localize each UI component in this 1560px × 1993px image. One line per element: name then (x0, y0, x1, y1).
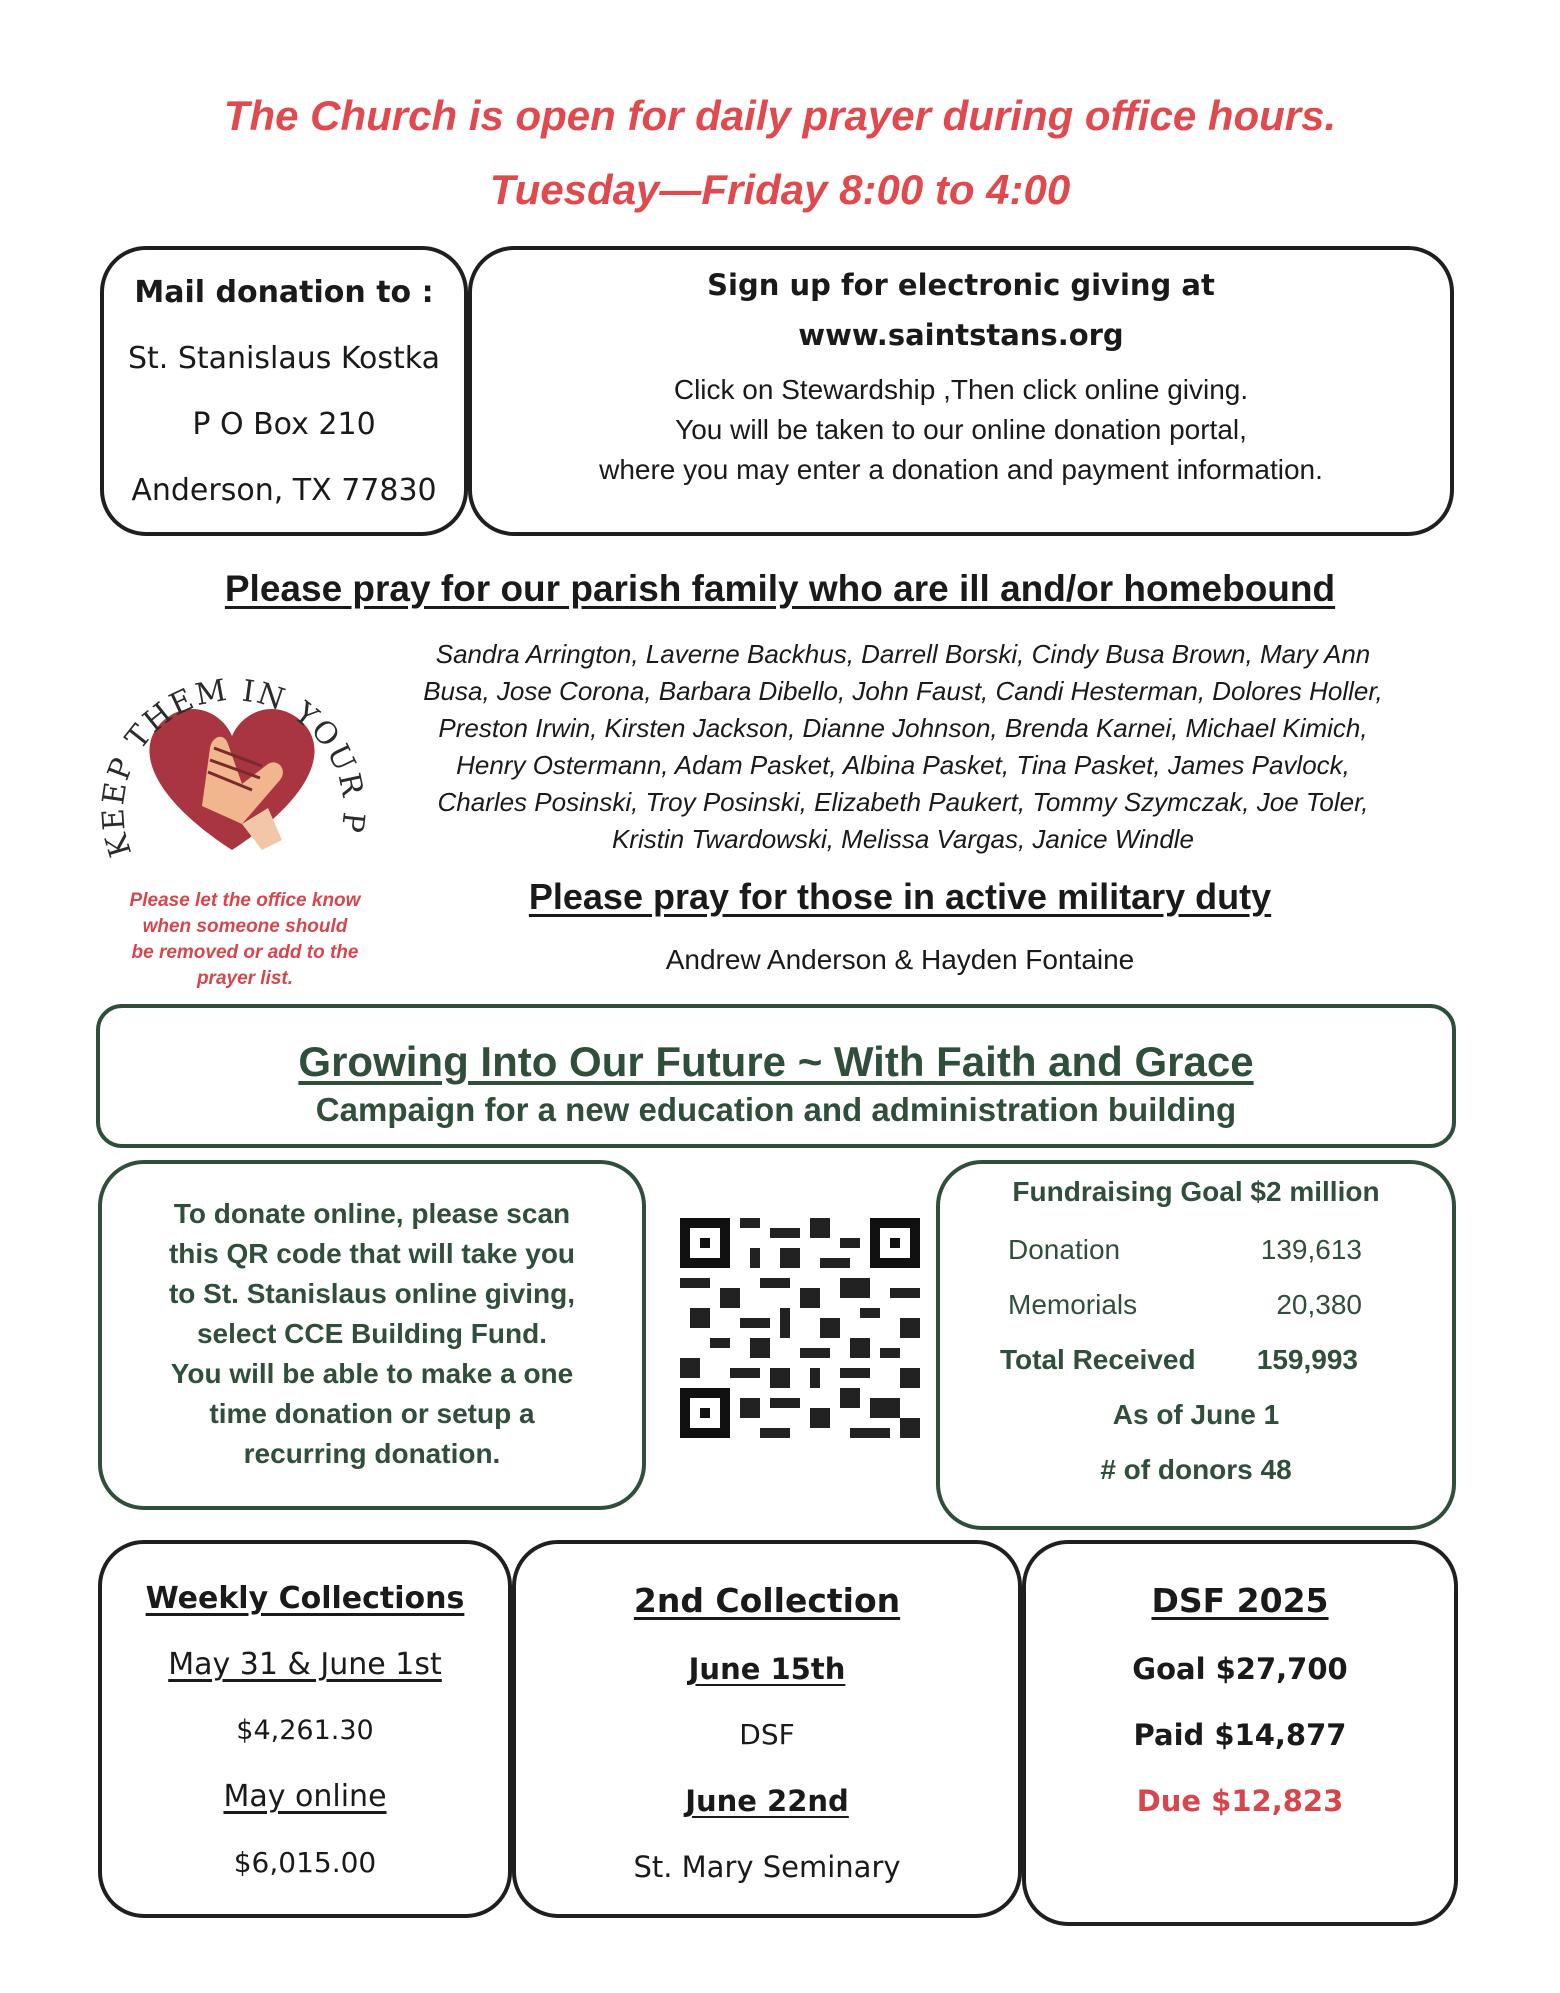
ill-names-line: Henry Ostermann, Adam Pasket, Albina Pasket, Tina Pasket, James Pavlock, (456, 750, 1350, 780)
mail-city: Anderson, TX 77830 (131, 473, 437, 508)
ill-names-list (378, 636, 1428, 858)
weekly-collections-box (98, 1540, 512, 1918)
fundraising-box (936, 1160, 1456, 1530)
second-title: 2nd Collection (633, 1581, 901, 1620)
ill-names-line: Preston Irwin, Kirsten Jackson, Dianne Johnson, Brenda Karnei, Michael Kimich, (438, 713, 1368, 743)
praying-hands-heart-icon (92, 628, 372, 898)
weekly-amount: $4,261.30 (236, 1715, 374, 1746)
ill-names-line: Charles Posinski, Troy Posinski, Elizabeth Paukert, Tommy Szymczak, Joe Toler, (437, 787, 1369, 817)
mail-title: Mail donation to : (134, 275, 434, 310)
ill-names-line: Busa, Jose Corona, Barbara Dibello, John Faust, Candi Hesterman, Dolores Holler, (423, 676, 1383, 706)
campaign-box (96, 1004, 1456, 1148)
military-names: Andrew Anderson & Hayden Fontaine (665, 944, 1135, 975)
second-date-2: June 22nd (685, 1784, 849, 1818)
mail-name: St. Stanislaus Kostka (127, 341, 441, 376)
dsf-box (1022, 1540, 1458, 1926)
egiving-line-3: where you may enter a donation and payment information. (599, 454, 1323, 485)
weekly-online-amount: $6,015.00 (233, 1846, 377, 1879)
dsf-paid: Paid $14,877 (1133, 1718, 1347, 1752)
qr-code-icon (680, 1218, 920, 1438)
qr-code[interactable] (680, 1218, 920, 1438)
second-date-1: June 15th (688, 1652, 846, 1686)
donation-value: 139,613 (1260, 1234, 1362, 1265)
electronic-giving-box (468, 246, 1454, 536)
svg-text:KEEP THEM IN YOUR PRAYERS: KEEP THEM IN YOUR P (95, 672, 371, 861)
office-note: Please let the office know when someone should be removed or add to the prayer list. (129, 890, 361, 989)
second-item-1: DSF (739, 1718, 795, 1751)
total-value: 159,993 (1256, 1344, 1358, 1375)
fundraising-title: Fundraising Goal $2 million (1012, 1176, 1380, 1207)
egiving-url[interactable]: www.saintstans.org (798, 318, 1124, 352)
weekly-online-label: May online (223, 1779, 387, 1814)
donation-label: Donation (1008, 1234, 1121, 1265)
weekly-title: Weekly Collections (145, 1581, 465, 1616)
memorials-value: 20,380 (1276, 1289, 1362, 1320)
egiving-line-1: Click on Stewardship ,Then click online giving. (673, 374, 1249, 405)
mail-box: P O Box 210 (192, 407, 376, 442)
mail-donation-box (100, 246, 468, 536)
dsf-title: DSF 2025 (1151, 1581, 1329, 1620)
second-item-2: St. Mary Seminary (633, 1850, 901, 1884)
donor-count: # of donors 48 (1100, 1454, 1292, 1485)
memorials-label: Memorials (1008, 1289, 1138, 1320)
egiving-title: Sign up for electronic giving at (707, 268, 1215, 302)
military-heading: Please pray for those in active military duty (528, 876, 1272, 917)
dsf-due: Due $12,823 (1136, 1784, 1344, 1818)
header-line-1: The Church is open for daily prayer during office hours. (223, 92, 1337, 139)
header-line-2: Tuesday—Friday 8:00 to 4:00 (489, 166, 1071, 213)
weekly-date: May 31 & June 1st (168, 1647, 442, 1682)
total-label: Total Received (1000, 1344, 1196, 1375)
campaign-title: Growing Into Our Future ~ With Faith and Grace (298, 1038, 1254, 1085)
campaign-subtitle: Campaign for a new education and administration building (315, 1091, 1237, 1128)
online-donate-box: To donate online, please scan this QR code that will take you to St. Stanislaus online giving, select CCE Building Fund. You will be able to make a one time donation or setup a recurring donation. (98, 1160, 646, 1510)
egiving-line-2: You will be taken to our online donation portal, (675, 414, 1247, 445)
ill-names-line: Kristin Twardowski, Melissa Vargas, Janice Windle (611, 824, 1195, 854)
dsf-goal: Goal $27,700 (1132, 1652, 1348, 1686)
as-of-date: As of June 1 (1112, 1399, 1280, 1430)
second-collection-box (512, 1540, 1022, 1918)
ill-names-line: Sandra Arrington, Laverne Backhus, Darrell Borski, Cindy Busa Brown, Mary Ann (435, 639, 1371, 669)
ill-heading: Please pray for our parish family who are ill and/or homebound (224, 568, 1336, 609)
keep-them-in-prayers-logo (92, 628, 372, 898)
